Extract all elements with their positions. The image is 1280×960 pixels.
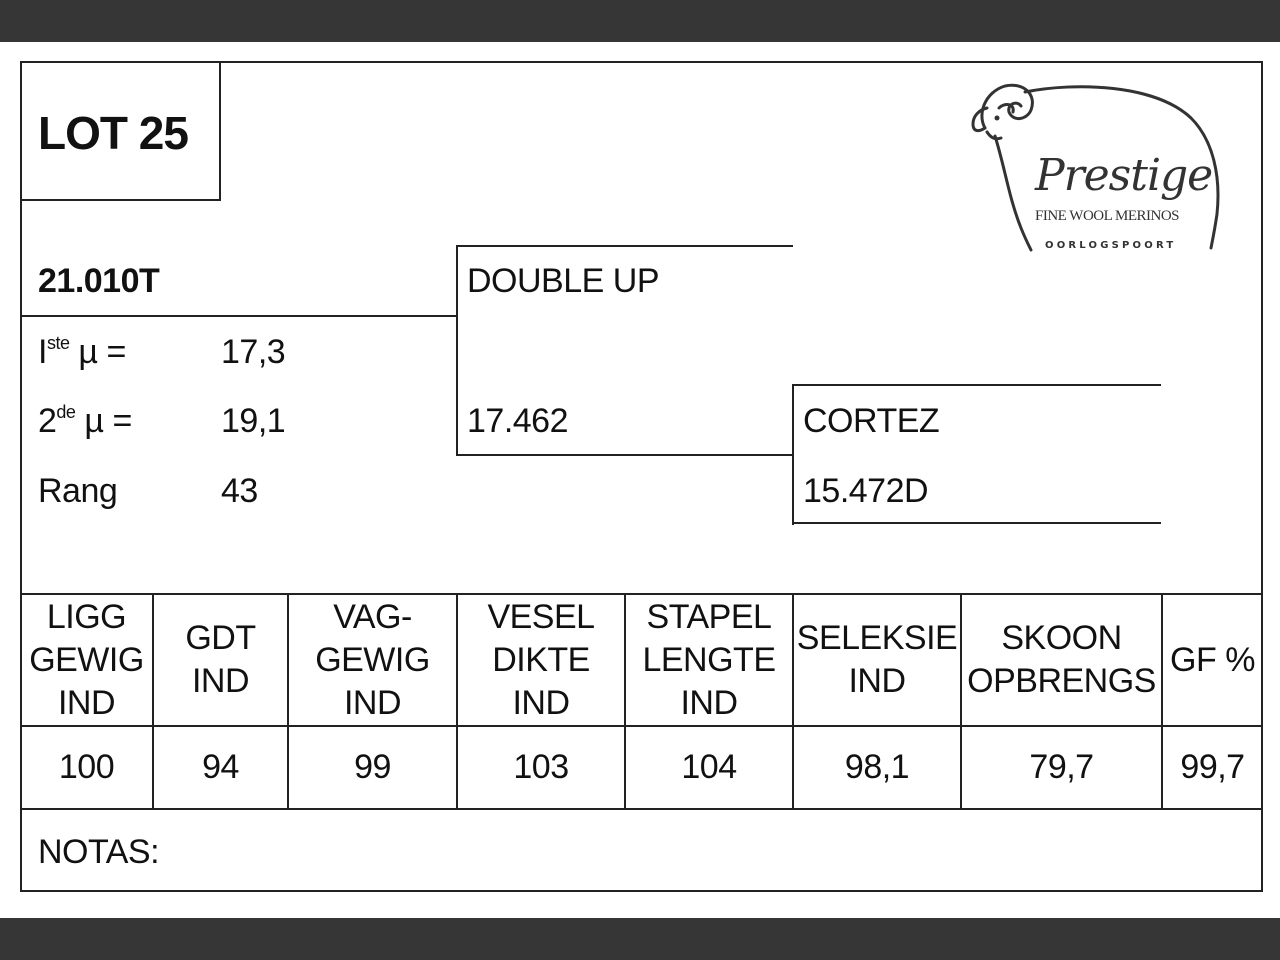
header-vesel-dikte-ind: [458, 595, 624, 725]
animal-id: 21.010T: [38, 262, 160, 300]
lot-title: LOT 25: [38, 107, 188, 159]
header-line: IND: [57, 683, 116, 722]
measure-1-label-symbol: µ =: [78, 333, 126, 371]
top-frame-bar: [0, 0, 1280, 42]
value-gdt-ind: 94: [202, 748, 239, 786]
measure-1-value: 17,3: [221, 333, 286, 371]
value-seleksie-ind: 98,1: [844, 748, 910, 786]
header-line: SKOON: [1001, 619, 1122, 657]
header-line: GF %: [1170, 640, 1255, 679]
header-line: IND: [191, 662, 250, 700]
measure-1-label-sup: ste: [46, 333, 70, 353]
grandsire-id: 15.472D: [803, 472, 929, 510]
header-gf-percent: [1163, 595, 1262, 725]
measure-2-label-symbol: µ =: [84, 402, 132, 440]
value-stapel-lengte-ind: 104: [681, 748, 737, 786]
value-vesel-dikte-ind: 103: [513, 748, 569, 786]
prestige-ram-logo: [965, 78, 1235, 258]
header-line: GDT: [185, 619, 256, 657]
header-line: SELEKSIE: [796, 619, 958, 657]
lot-box-bottom-border: [21, 199, 221, 201]
header-line: IND: [680, 683, 738, 722]
sire-id: 17.462: [467, 402, 568, 440]
header-line: GEWIG: [315, 640, 430, 679]
header-line: IND: [343, 683, 402, 722]
value-ligg-gewig-ind: 100: [58, 748, 115, 786]
logo-brand-text: Prestige: [1035, 150, 1213, 201]
measure-2-label-sup: de: [56, 402, 76, 422]
sire-bracket-left: [456, 245, 458, 456]
sire-name: DOUBLE UP: [467, 262, 659, 300]
lot-box-right-border: [219, 62, 221, 201]
header-seleksie-ind: [794, 595, 960, 725]
notes-label: NOTAS:: [38, 833, 160, 871]
header-line: LENGTE: [642, 640, 776, 679]
header-line: STAPEL: [646, 597, 772, 636]
header-gdt-ind: [154, 595, 287, 725]
grandsire-bracket-bottom: [792, 522, 1161, 524]
value-gf-percent: 99,7: [1180, 748, 1245, 786]
sire-bracket-top: [456, 245, 793, 247]
rank-label: Rang: [38, 472, 118, 510]
animal-id-underline: [21, 315, 457, 317]
measure-1-label-main: I: [38, 333, 47, 371]
measure-2-value: 19,1: [221, 402, 286, 440]
sire-bracket-bottom: [456, 454, 793, 456]
table-values-bottom-border: [21, 808, 1262, 810]
header-skoon-opbrengs: [962, 595, 1161, 725]
value-skoon-opbrengs: 79,7: [1029, 748, 1094, 786]
grandsire-bracket-left: [792, 384, 794, 525]
header-line: LIGG: [46, 597, 127, 636]
header-line: VESEL: [487, 597, 595, 636]
header-stapel-lengte-ind: [626, 595, 792, 725]
measure-2-label-main: 2: [38, 402, 57, 440]
header-line: IND: [848, 662, 906, 700]
header-line: IND: [512, 683, 570, 722]
rank-value: 43: [221, 472, 258, 510]
header-ligg-gewig-ind: [21, 595, 152, 725]
bottom-frame-bar: [0, 918, 1280, 960]
grandsire-name: CORTEZ: [803, 402, 940, 440]
header-line: GEWIG: [29, 640, 144, 679]
value-vag-gewig-ind: 99: [354, 748, 391, 786]
logo-tagline-text: FINE WOOL MERINOS: [1035, 208, 1179, 224]
header-line: OPBRENGS: [967, 662, 1156, 700]
measure-2-label: [38, 402, 132, 441]
header-vag-gewig-ind: [289, 595, 456, 725]
grandsire-bracket-top: [792, 384, 1161, 386]
header-line: VAG-: [333, 597, 412, 636]
measure-1-label: [38, 333, 126, 372]
logo-location-text: OORLOGSPOORT: [1045, 240, 1177, 251]
header-line: DIKTE: [492, 640, 590, 679]
